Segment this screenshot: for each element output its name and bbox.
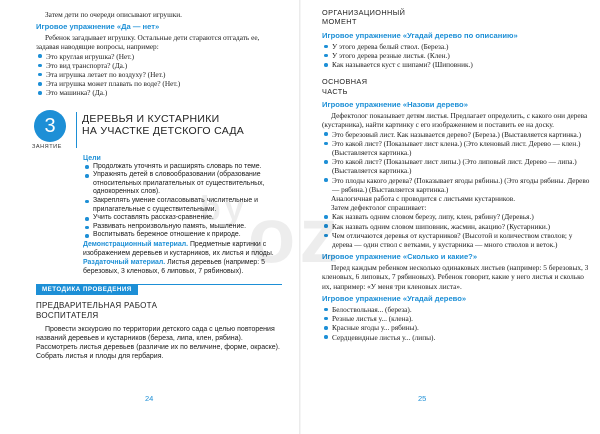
list-item: Как назвать одним словом березу, липу, клен, рябину? (Деревья.) — [332, 212, 590, 221]
demo-material — [83, 241, 282, 258]
goals-list — [83, 163, 282, 240]
lesson-title-line-2: НА УЧАСТКЕ ДЕТСКОГО САДА — [82, 124, 245, 137]
page-number-right: 25 — [418, 394, 427, 403]
list-item: Как называется куст с шипами? (Шиповник.) — [332, 60, 590, 69]
list-item: Закреплять умение согласовывать числительные и прилагательные с существительными. — [93, 197, 282, 214]
right-page — [300, 0, 600, 434]
riddle-list — [322, 42, 590, 70]
section-heading-prep — [36, 301, 282, 321]
section-heading-line-1: ОРГАНИЗАЦИОННЫЙ — [322, 8, 406, 17]
list-item: Это плоды какого дерева? (Показывает ягоды рябины.) (Это ягоды рябины. Дерево — рябина.) (Выставляется картинка.) — [332, 175, 590, 194]
watermark-text: oz — [247, 191, 343, 279]
exercise-title-guess-tree: Игровое упражнение «Угадай дерево» — [322, 293, 467, 303]
section-heading-line-2: ЧАСТЬ — [322, 86, 348, 96]
list-item: Как назвать одним словом шиповник, жасмин, акацию? (Кустарники.) — [332, 222, 590, 231]
section-heading-org — [322, 8, 590, 27]
list-item: Резные листья у... (клена). — [332, 314, 590, 323]
intro-text: Затем дети по очереди описывают игрушки. — [45, 10, 182, 19]
exercise-title-how-many: Игровое упражнение «Сколько и какие?» — [322, 252, 478, 262]
demo-material-label: Демонстрационный материал. — [83, 240, 189, 248]
list-item: Это какой лист? (Показывает лист липы.) (Это липовый лист. Дерево — липа.) (Выставляется картинка.) — [332, 157, 590, 175]
exercise-title-guess-by-description: Игровое упражнение «Угадай дерево по описанию» — [322, 30, 518, 40]
method-tag: МЕТОДИКА ПРОВЕДЕНИЯ — [36, 285, 138, 295]
list-item: Продолжать уточнять и расширять словарь по теме. — [93, 163, 282, 172]
list-item: Учить составлять рассказ-сравнение. — [93, 214, 282, 223]
exercise-title-name-tree: Игровое упражнение «Назови дерево» — [322, 100, 468, 110]
method-bar — [36, 284, 282, 299]
question-list — [322, 212, 590, 249]
section-heading-line-2: МОМЕНТ — [322, 17, 357, 27]
demo-material-text: Предметные картинки с изображением деревьев и кустарников, их листья и плоды. — [83, 240, 274, 257]
exercise-text: Ребенок загадывает игрушку. Остальные дети стараются отгадать ее, задавая наводящие вопросы, например: — [36, 33, 260, 52]
exercise-text: Перед каждым ребенком несколько одинаковых листьев (например: 5 березовых, 3 кленовых, 6 липовых, 7 рябиновых). Ребенок говорит, какие у него листья и сколько их, например: «У меня три кленовых листа». — [322, 263, 589, 291]
list-item: Чем отличаются деревья от кустарников? (Высотой и количеством стволов; у дерева — один ствол с ветками, у кустарника — много стволов и веток.) — [332, 231, 590, 249]
lesson-header — [32, 110, 282, 152]
page-number-left: 24 — [145, 394, 154, 403]
list-item: Это круглая игрушка? (Нет.) — [46, 52, 282, 61]
list-item: Эта игрушка может плавать по воде? (Нет.) — [46, 79, 282, 88]
exercise-text: Дефектолог показывает детям листья. Предлагает определить, с какого они дерева (кустарника), найти картинку с его изображением и поставить ее на доску. — [322, 111, 588, 130]
list-item: У этого дерева резные листья. (Клен.) — [332, 51, 590, 60]
list-item: Это какой лист? (Показывает лист клена.) (Это кленовый лист. Дерево — клен.) (Выставляется картинка.) — [332, 139, 590, 157]
list-item: Это березовый лист. Как называется дерево? (Береза.) (Выставляется картинка.) — [332, 130, 590, 139]
lesson-title-line-1: ДЕРЕВЬЯ И КУСТАРНИКИ — [82, 112, 220, 125]
handout-material-text: Листья деревьев (например: 5 березовых, 3 кленовых, 6 липовых, 7 рябиновых). — [83, 259, 265, 275]
list-item: Сердцевидные листья у... (липы). — [332, 333, 590, 342]
section-heading-line-1: ПРЕДВАРИТЕЛЬНАЯ РАБОТА — [36, 301, 158, 311]
handout-material-label: Раздаточный материал. — [83, 259, 166, 267]
section-heading-main — [322, 77, 590, 96]
list-item: Воспитывать бережное отношение к природе. — [93, 231, 282, 240]
exercise-text: Затем дефектолог спрашивает: — [331, 203, 427, 213]
divider — [76, 112, 77, 148]
list-item: Белоствольная... (береза). — [332, 305, 590, 314]
riddle-list — [322, 305, 590, 342]
list-item: Это вид транспорта? (Да.) — [46, 61, 282, 70]
lesson-number-badge: 3 — [34, 110, 66, 142]
goals-heading: Цели — [83, 154, 101, 162]
exercise-text: Аналогичная работа с проводится с листьями кустарников. — [331, 194, 516, 204]
handout-material — [83, 259, 282, 276]
lesson-label: ЗАНЯТИЕ — [32, 143, 62, 150]
leaf-question-list — [322, 130, 590, 194]
section-heading-line-1: ОСНОВНАЯ — [322, 77, 368, 87]
goals-block — [83, 154, 282, 277]
list-item: Эта игрушка летает по воздуху? (Нет.) — [46, 70, 282, 79]
exercise-title-yes-no: Игровое упражнение «Да — нет» — [36, 22, 160, 32]
list-item: У этого дерева белый ствол. (Береза.) — [332, 42, 590, 51]
watermark-sup: by — [200, 190, 248, 228]
list-item: Развивать непроизвольную память, мышление. — [93, 223, 282, 232]
list-item: Красные ягоды у... рябины). — [332, 323, 590, 332]
section-heading-line-2: ВОСПИТАТЕЛЯ — [36, 311, 99, 321]
question-list — [36, 52, 282, 98]
list-item: Это машинка? (Да.) — [46, 88, 282, 97]
prep-text: Провести экскурсию по территории детского сада с целью повторения названий деревьев и кустарников (береза, липа, клен, рябина). Рассмотреть листья деревьев (различие их по величине, форме, окраске). Собрать листья и плоды для гербария. — [36, 326, 280, 361]
list-item: Упражнять детей в словообразовании (образование относительных прилагательных от существительных, однокоренных слов). — [93, 171, 282, 197]
lesson-title — [82, 113, 244, 137]
